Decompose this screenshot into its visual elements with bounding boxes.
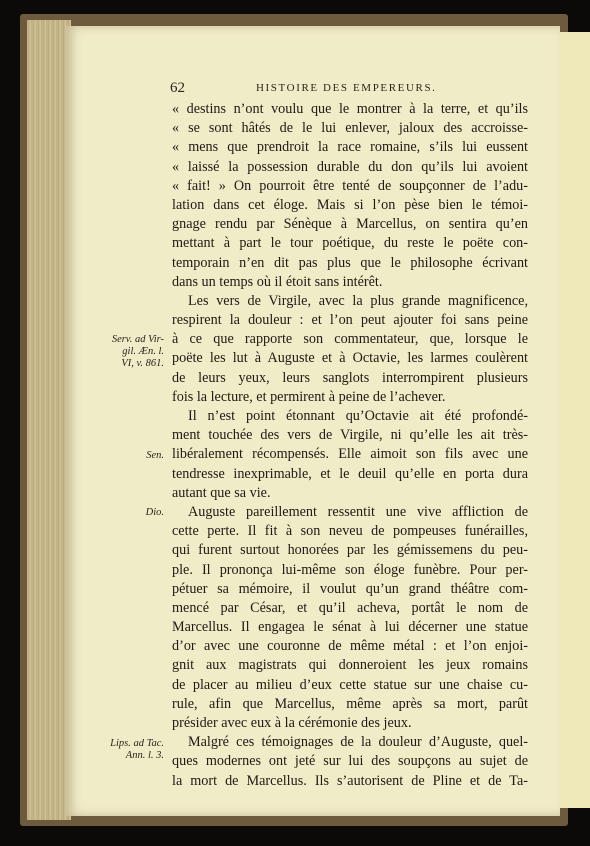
text-line: gnit aux magistrats qui donneroient les jeux romains xyxy=(172,657,528,674)
page-number: 62 xyxy=(170,80,185,96)
text-line: ques modernes ont jeté sur lui des soupçons au sujet de xyxy=(172,753,528,770)
text-line: gnage rendu par Sénèque à Marcellus, on sentira qu’en xyxy=(172,216,528,233)
text-line: Les vers de Virgile, avec la plus grande magnificence, xyxy=(188,292,528,309)
text-line: pétuer sa mémoire, il voulut qu’un grand théâtre com- xyxy=(172,580,528,597)
book-page xyxy=(66,26,560,816)
text-line: Il n’est point étonnant qu’Octavie ait été profondé- xyxy=(188,408,528,424)
text-line: ment touchée des vers de Virgile, ni qu’elle les ait très- xyxy=(172,427,528,444)
text-line: rule, afin que Marcellus, même après sa mort, parût xyxy=(172,695,528,712)
text-line: « laissé la possession durable du don qu’ils lui avoient xyxy=(172,158,528,175)
text-line: libéralement récompensés. Elle aimoit son fils avec une xyxy=(172,446,528,463)
text-line: d’or avec une couronne de même métal : et l’on enjoi- xyxy=(172,638,528,655)
text-line: qui furent surtout honorées par les gémissemens du peu- xyxy=(172,542,528,559)
text-line: à ce que rapporte son commentateur, que, lorsque le xyxy=(172,331,528,348)
facing-page-edge xyxy=(556,32,590,808)
text-line: de placer au milieu d’eux cette statue sur une chaise cu- xyxy=(172,676,528,693)
text-line: la mort de Marcellus. Ils s’autorisent de Pline et de Ta- xyxy=(172,772,528,789)
margin-notes xyxy=(66,26,560,816)
text-line: mettant à part le tour poétique, du reste le poëte con- xyxy=(172,235,528,252)
text-line: cette perte. Il fit à son neveu de pompeuses funérailles, xyxy=(172,523,528,540)
text-line: présider avec eux à la cérémonie des jeux. xyxy=(172,715,412,731)
text-line: autant que sa vie. xyxy=(172,484,271,501)
text-line: tendresse inexprimable, et le deuil qu’elle en porta dura xyxy=(172,465,528,482)
text-line: fois la lecture, et permirent à peine de l’achever. xyxy=(172,388,446,405)
text-line: mencé par César, et qu’il acheva, portât le nom de xyxy=(172,599,528,616)
text-line: lation dans cet éloge. Mais si l’on pèse bien le témoi- xyxy=(172,196,528,213)
text-line: temporain n’en dit pas plus que le philosophe écrivant xyxy=(172,254,528,271)
text-line: respirent la douleur : et l’on peut ajouter foi sans peine xyxy=(172,312,528,329)
running-title: HISTOIRE DES EMPEREURS. xyxy=(256,82,437,94)
margin-note: Sen. xyxy=(146,449,164,461)
margin-note: Lips. ad Tac. Ann. l. 3. xyxy=(110,737,164,761)
margin-note: Dio. xyxy=(145,507,164,519)
page-edges xyxy=(27,20,71,820)
text-line: « destins n’ont voulu que le montrer à la terre, et qu’ils xyxy=(172,101,528,117)
text-line: dans un temps où il étoit sans intérêt. xyxy=(172,273,383,290)
text-line: Auguste pareillement ressentit une vive affliction de xyxy=(188,503,528,520)
text-line: « se sont hâtés de le lui enlever, jaloux des accroisse- xyxy=(172,120,528,137)
text-line: « fait! » On pourroit être tenté de soupçonner de l’adu- xyxy=(172,177,528,194)
text-line: ple. Il prononça lui-même son éloge funèbre. Pour per- xyxy=(172,561,528,578)
text-line: « mens que prendroit la race romaine, s’ils lui eussent xyxy=(172,139,528,156)
margin-note: Serv. ad Vir- gil. Æn. l. VI, v. 861. xyxy=(111,334,164,370)
text-line: Malgré ces témoignages de la douleur d’Auguste, quel- xyxy=(188,734,528,751)
text-line: poëte les lut à Auguste et à Octavie, les larmes coulèrent xyxy=(172,350,528,367)
text-line: de leurs yeux, leurs sanglots interrompirent plusieurs xyxy=(172,369,528,386)
text-line: Marcellus. Il engagea le sénat à lui décerner une statue xyxy=(172,619,528,636)
